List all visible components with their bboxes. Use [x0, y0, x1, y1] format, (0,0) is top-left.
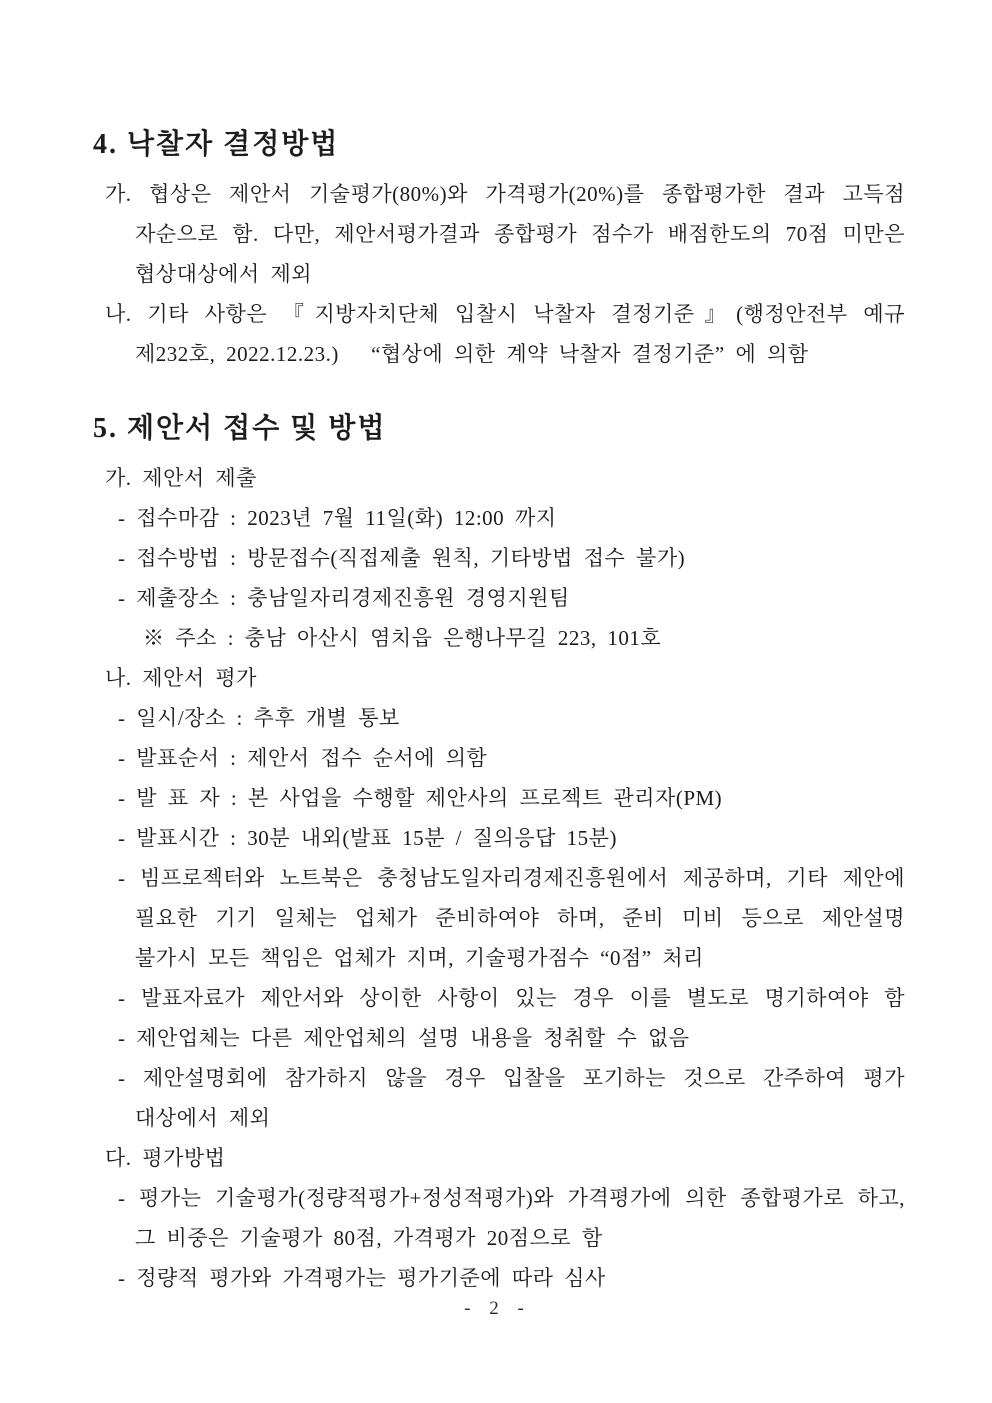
- section-body: [93, 174, 905, 374]
- document-line: 자순으로 함. 다만, 제안서평가결과 종합평가 점수가 배점한도의 70점 미만은: [135, 222, 905, 246]
- section-heading: 5. 제안서 접수 및 방법: [93, 413, 387, 444]
- document-line: - 발표시간 : 30분 내외(발표 15분 / 질의응답 15분): [118, 826, 617, 850]
- document-line: 그 비중은 기술평가 80점, 가격평가 20점으로 함: [135, 1226, 603, 1250]
- document-line: 나. 제안서 평가: [105, 666, 257, 690]
- document-line: - 빔프로젝터와 노트북은 충청남도일자리경제진흥원에서 제공하며, 기타 제안에: [118, 866, 905, 890]
- document-line: 가. 제안서 제출: [105, 466, 257, 490]
- document-line: - 일시/장소 : 추후 개별 통보: [118, 706, 400, 730]
- page-number: - 2 -: [464, 1298, 528, 1319]
- document-line: - 발표순서 : 제안서 접수 순서에 의함: [118, 746, 488, 770]
- document-line: - 발표자료가 제안서와 상이한 사항이 있는 경우 이를 별도로 명기하여야 함: [118, 986, 905, 1010]
- document-line: - 제안업체는 다른 제안업체의 설명 내용을 청취할 수 없음: [118, 1026, 690, 1050]
- document-body: [93, 122, 905, 1298]
- document-line: 필요한 기기 일체는 업체가 준비하여야 하며, 준비 미비 등으로 제안설명: [135, 906, 905, 930]
- document-line: 가. 협상은 제안서 기술평가(80%)와 가격평가(20%)를 종합평가한 결과 고득점: [105, 182, 905, 206]
- document-line: - 정량적 평가와 가격평가는 평가기준에 따라 심사: [118, 1266, 606, 1290]
- document-line: - 접수방법 : 방문접수(직접제출 원칙, 기타방법 접수 불가): [118, 546, 686, 570]
- document-line: 나. 기타 사항은 『지방자치단체 입찰시 낙찰자 결정기준』(행정안전부 예규: [105, 302, 905, 326]
- document-line: - 제안설명회에 참가하지 않을 경우 입찰을 포기하는 것으로 간주하여 평가: [118, 1066, 905, 1090]
- section-heading: 4. 낙찰자 결정방법: [93, 129, 340, 160]
- document-line: ※ 주소 : 충남 아산시 염치읍 은행나무길 223, 101호: [143, 626, 662, 650]
- document-line: 다. 평가방법: [105, 1146, 226, 1170]
- document-line: - 접수마감 : 2023년 7월 11일(화) 12:00 까지: [118, 506, 557, 530]
- document-line: 대상에서 제외: [135, 1106, 271, 1130]
- document-line: 제232호, 2022.12.23.) “협상에 의한 계약 낙찰자 결정기준” 에 의함: [135, 342, 809, 366]
- document-line: 불가시 모든 책임은 업체가 지며, 기술평가점수 “0점” 처리: [135, 946, 704, 970]
- document-line: - 발 표 자 : 본 사업을 수행할 제안사의 프로젝트 관리자(PM): [118, 786, 723, 810]
- section-body: [93, 458, 905, 1298]
- document-line: - 평가는 기술평가(정량적평가+정성적평가)와 가격평가에 의한 종합평가로 하고,: [118, 1186, 905, 1210]
- document-line: - 제출장소 : 충남일자리경제진흥원 경영지원팀: [118, 586, 570, 610]
- document-line: 협상대상에서 제외: [135, 262, 313, 286]
